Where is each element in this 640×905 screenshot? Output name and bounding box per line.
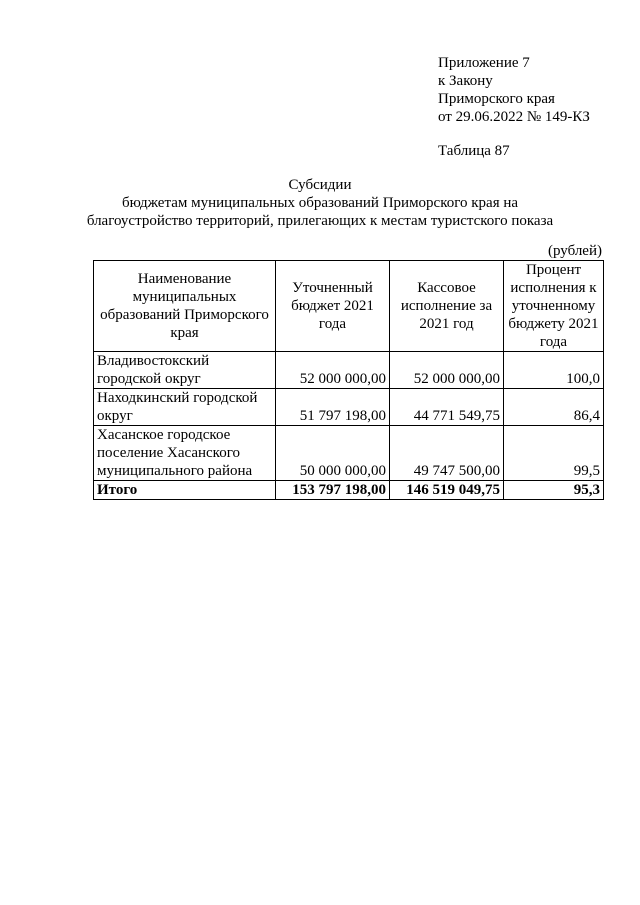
header-executed: Кассовое исполнение за 2021 год <box>390 261 504 352</box>
cell-budget: 50 000 000,00 <box>276 426 390 481</box>
subsidy-table <box>93 260 604 500</box>
appendix-line: Приморского края <box>438 91 555 107</box>
cell-total-budget: 153 797 198,00 <box>276 481 390 500</box>
cell-percent: 100,0 <box>504 352 604 389</box>
appendix-line: к Закону <box>438 73 493 89</box>
cell-executed: 52 000 000,00 <box>390 352 504 389</box>
appendix-line: Приложение 7 <box>438 55 530 71</box>
cell-percent: 99,5 <box>504 426 604 481</box>
cell-total-label: Итого <box>94 481 276 500</box>
header-municipality: Наименование муниципальных образований Приморского края <box>94 261 276 352</box>
table-header-row <box>94 261 604 352</box>
table-row <box>94 426 604 481</box>
table-total-row <box>94 481 604 500</box>
table-row <box>94 389 604 426</box>
cell-total-executed: 146 519 049,75 <box>390 481 504 500</box>
table-row <box>94 352 604 389</box>
header-budget: Уточненный бюджет 2021 года <box>276 261 390 352</box>
cell-budget: 51 797 198,00 <box>276 389 390 426</box>
cell-total-percent: 95,3 <box>504 481 604 500</box>
title-line: бюджетам муниципальных образований Приморского края на <box>121 195 519 211</box>
table-number: Таблица 87 <box>438 143 510 159</box>
cell-budget: 52 000 000,00 <box>276 352 390 389</box>
cell-municipality: Находкинский городской округ <box>94 389 276 426</box>
cell-municipality: Владивостокский городской округ <box>94 352 276 389</box>
units-label: (рублей) <box>547 243 602 259</box>
cell-executed: 44 771 549,75 <box>390 389 504 426</box>
cell-municipality: Хасанское городское поселение Хасанского муниципального района <box>94 426 276 481</box>
document-title <box>60 176 580 230</box>
title-line: благоустройство территорий, прилегающих к местам туристского показа <box>86 213 554 229</box>
appendix-block <box>438 54 590 126</box>
cell-percent: 86,4 <box>504 389 604 426</box>
appendix-line: от 29.06.2022 № 149-КЗ <box>438 109 590 125</box>
title-line: Субсидии <box>288 177 352 193</box>
cell-executed: 49 747 500,00 <box>390 426 504 481</box>
header-percent: Процент исполнения к уточненному бюджету 2021 года <box>504 261 604 352</box>
